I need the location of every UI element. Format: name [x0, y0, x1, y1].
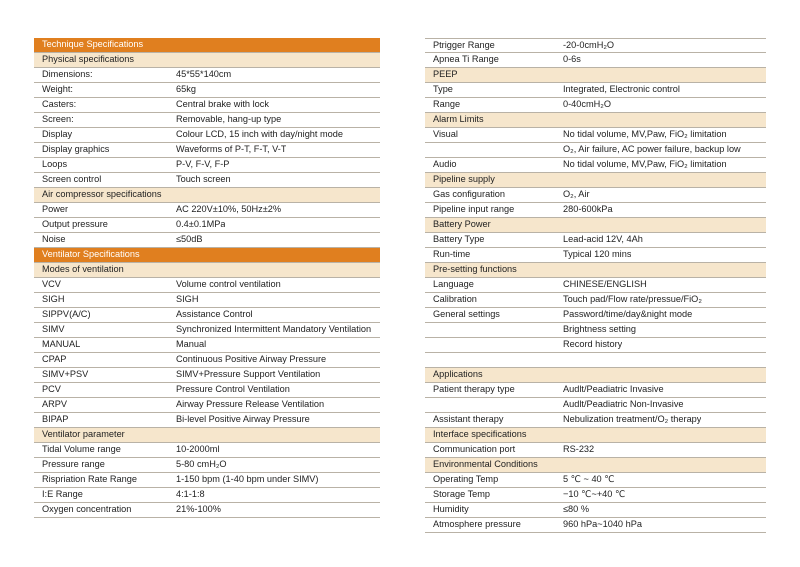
spec-label: Gas configuration [433, 190, 506, 200]
spec-value: SIGH [176, 295, 199, 305]
spec-value: 1-150 bpm (1-40 bpm under SIMV) [176, 475, 319, 485]
spec-value: Audlt/Peadiatric Invasive [563, 385, 664, 395]
spec-row-battery-type [425, 233, 766, 248]
spec-label: Screen control [42, 175, 102, 185]
spec-row-tidal-volume-range [34, 443, 380, 458]
spec-row-audio [425, 158, 766, 173]
section-title: Ventilator Specifications [42, 250, 140, 260]
spec-label: Language [433, 280, 474, 290]
spec-row-power [34, 203, 380, 218]
spec-value: 5 ℃ ~ 40 ℃ [563, 475, 615, 485]
subsection-header-physical-specifications [34, 53, 380, 68]
spec-label: Humidity [433, 505, 469, 515]
spec-value: Synchronized Intermittent Mandatory Ventilation [176, 325, 372, 335]
spec-row-gas-configuration [425, 188, 766, 203]
spec-label: Loops [42, 160, 68, 170]
spec-value: Password/time/day&night mode [563, 310, 693, 320]
section-title: Pipeline supply [433, 175, 495, 185]
spec-row-storage-temp [425, 488, 766, 503]
spec-value: Waveforms of P-T, F-T, V-T [176, 145, 287, 155]
spec-row-ptrigger-range [425, 38, 766, 53]
spec-label: Screen: [42, 115, 74, 125]
spec-row-sippv-a-c [34, 308, 380, 323]
spec-label: Ptrigger Range [433, 40, 495, 50]
spec-value: 21%-100% [176, 505, 221, 515]
spec-row-display [34, 128, 380, 143]
subsection-header-environmental-conditions [425, 458, 766, 473]
spec-value: Nebulization treatment/O₂ therapy [563, 415, 702, 425]
spec-value: Touch pad/Flow rate/pressue/FiO₂ [563, 295, 702, 305]
spec-label: SIGH [42, 295, 65, 305]
spec-row-patient-therapy-type [425, 383, 766, 398]
subsection-header-applications [425, 368, 766, 383]
section-title: Alarm Limits [433, 115, 484, 125]
spec-label: Rispriation Rate Range [42, 475, 137, 485]
spec-value: P-V, F-V, F-P [176, 160, 230, 170]
spec-label: Range [433, 100, 461, 110]
spec-label: Visual [433, 130, 458, 140]
spec-row-sigh [34, 293, 380, 308]
section-title: Technique Specifications [42, 40, 144, 50]
spec-label: Operating Temp [433, 475, 499, 485]
spec-label: General settings [433, 310, 500, 320]
spec-value: 0-40cmH₂O [563, 100, 611, 110]
subsection-header-air-compressor-specifications [34, 188, 380, 203]
spec-value: 4:1-1:8 [176, 490, 205, 500]
spec-label: SIPPV(A/C) [42, 310, 91, 320]
spec-label: Assistant therapy [433, 415, 504, 425]
spec-row-loops [34, 158, 380, 173]
spec-value: Assistance Control [176, 310, 253, 320]
section-title: Pre-setting functions [433, 265, 517, 275]
spec-row-casters [34, 98, 380, 113]
spec-label: CPAP [42, 355, 67, 365]
spec-row-blank [425, 353, 766, 368]
spec-value: SIMV+Pressure Support Ventilation [176, 370, 321, 380]
spec-value: Bi-level Positive Airway Pressure [176, 415, 310, 425]
spec-row-i-e-range [34, 488, 380, 503]
section-title: Battery Power [433, 220, 491, 230]
spec-label: Weight: [42, 85, 73, 95]
spec-label: Run-time [433, 250, 471, 260]
spec-label: MANUAL [42, 340, 81, 350]
section-title: Modes of ventilation [42, 265, 124, 275]
spec-row-dimensions [34, 68, 380, 83]
spec-value: −10 ℃~+40 ℃ [563, 490, 626, 500]
spec-label: Pressure range [42, 460, 105, 470]
spec-label: BIPAP [42, 415, 69, 425]
spec-value: 960 hPa~1040 hPa [563, 520, 642, 530]
section-title: PEEP [433, 70, 458, 80]
section-title: Physical specifications [42, 55, 134, 65]
spec-label: I:E Range [42, 490, 83, 500]
spec-value: 10-2000ml [176, 445, 220, 455]
spec-row-language [425, 278, 766, 293]
spec-value: 45*55*140cm [176, 70, 232, 80]
spec-row-blank [425, 143, 766, 158]
spec-label: Tidal Volume range [42, 445, 121, 455]
section-title: Air compressor specifications [42, 190, 162, 200]
spec-row-assistant-therapy [425, 413, 766, 428]
spec-value: Airway Pressure Release Ventilation [176, 400, 325, 410]
spec-label: Casters: [42, 100, 77, 110]
spec-label: Storage Temp [433, 490, 491, 500]
subsection-header-interface-specifications [425, 428, 766, 443]
spec-value: 5-80 cmH₂O [176, 460, 227, 470]
spec-row-blank [425, 398, 766, 413]
spec-value: O₂, Air [563, 190, 590, 200]
spec-value: Volume control ventilation [176, 280, 281, 290]
spec-row-oxygen-concentration [34, 503, 380, 518]
spec-label: Battery Type [433, 235, 485, 245]
left-spec-table [34, 38, 380, 518]
spec-row-communication-port [425, 443, 766, 458]
spec-label: Dimensions: [42, 70, 93, 80]
spec-label: Power [42, 205, 69, 215]
spec-value: CHINESE/ENGLISH [563, 280, 647, 290]
spec-row-run-time [425, 248, 766, 263]
spec-value: ≤80 % [563, 505, 589, 515]
spec-value: Continuous Positive Airway Pressure [176, 355, 327, 365]
spec-row-pcv [34, 383, 380, 398]
spec-value: Brightness setting [563, 325, 637, 335]
spec-value: Manual [176, 340, 207, 350]
spec-value: AC 220V±10%, 50Hz±2% [176, 205, 282, 215]
spec-label: PCV [42, 385, 61, 395]
spec-value: No tidal volume, MV,Paw, FiO₂ limitation [563, 130, 727, 140]
spec-value: No tidal volume, MV,Paw, FiO₂ limitation [563, 160, 727, 170]
section-header-technique-specifications [34, 38, 380, 53]
spec-row-screen [34, 113, 380, 128]
spec-label: Communication port [433, 445, 516, 455]
spec-value: Removable, hang-up type [176, 115, 282, 125]
spec-value: 0-6s [563, 55, 581, 65]
spec-value: Typical 120 mins [563, 250, 632, 260]
spec-row-blank [425, 338, 766, 353]
spec-row-visual [425, 128, 766, 143]
spec-row-calibration [425, 293, 766, 308]
spec-value: Integrated, Electronic control [563, 85, 680, 95]
spec-label: Display graphics [42, 145, 110, 155]
spec-row-weight [34, 83, 380, 98]
spec-label: Patient therapy type [433, 385, 515, 395]
spec-row-simv [34, 323, 380, 338]
spec-value: Pressure Control Ventilation [176, 385, 290, 395]
spec-label: Oxygen concentration [42, 505, 132, 515]
spec-value: Audlt/Peadiatric Non-Invasive [563, 400, 684, 410]
spec-label: SIMV [42, 325, 65, 335]
spec-row-bipap [34, 413, 380, 428]
spec-label: SIMV+PSV [42, 370, 89, 380]
subsection-header-pre-setting-functions [425, 263, 766, 278]
spec-label: Apnea Ti Range [433, 55, 499, 65]
spec-row-pipeline-input-range [425, 203, 766, 218]
spec-value: RS-232 [563, 445, 595, 455]
section-title: Applications [433, 370, 483, 380]
spec-row-apnea-ti-range [425, 53, 766, 68]
spec-label: Audio [433, 160, 457, 170]
spec-row-blank [425, 323, 766, 338]
spec-row-display-graphics [34, 143, 380, 158]
spec-row-screen-control [34, 173, 380, 188]
right-spec-table [425, 38, 766, 533]
spec-value: Touch screen [176, 175, 231, 185]
spec-row-atmosphere-pressure [425, 518, 766, 533]
subsection-header-modes-of-ventilation [34, 263, 380, 278]
spec-value: ≤50dB [176, 235, 203, 245]
spec-label: Pipeline input range [433, 205, 515, 215]
spec-value: Lead-acid 12V, 4Ah [563, 235, 643, 245]
spec-label: VCV [42, 280, 61, 290]
spec-label: Output pressure [42, 220, 108, 230]
spec-row-cpap [34, 353, 380, 368]
section-title: Environmental Conditions [433, 460, 538, 470]
spec-row-range [425, 98, 766, 113]
spec-row-vcv [34, 278, 380, 293]
subsection-header-peep [425, 68, 766, 83]
spec-row-operating-temp [425, 473, 766, 488]
spec-label: Atmosphere pressure [433, 520, 521, 530]
subsection-header-ventilator-parameter [34, 428, 380, 443]
spec-row-general-settings [425, 308, 766, 323]
spec-label: Type [433, 85, 453, 95]
spec-value: Record history [563, 340, 623, 350]
spec-row-simv-psv [34, 368, 380, 383]
spec-row-manual [34, 338, 380, 353]
spec-row-rispriation-rate-range [34, 473, 380, 488]
spec-value: -20-0cmH₂O [563, 40, 615, 50]
section-header-ventilator-specifications [34, 248, 380, 263]
subsection-header-alarm-limits [425, 113, 766, 128]
spec-label: Noise [42, 235, 66, 245]
spec-row-type [425, 83, 766, 98]
spec-row-output-pressure [34, 218, 380, 233]
spec-value: 280-600kPa [563, 205, 613, 215]
spec-label: ARPV [42, 400, 68, 410]
spec-row-humidity [425, 503, 766, 518]
subsection-header-pipeline-supply [425, 173, 766, 188]
spec-row-arpv [34, 398, 380, 413]
spec-row-noise [34, 233, 380, 248]
subsection-header-battery-power [425, 218, 766, 233]
spec-value: Colour LCD, 15 inch with day/night mode [176, 130, 343, 140]
section-title: Ventilator parameter [42, 430, 125, 440]
spec-value: O₂, Air failure, AC power failure, backup low [563, 145, 741, 155]
spec-value: Central brake with lock [176, 100, 269, 110]
spec-value: 65kg [176, 85, 196, 95]
spec-value: 0.4±0.1MPa [176, 220, 226, 230]
spec-row-pressure-range [34, 458, 380, 473]
section-title: Interface specifications [433, 430, 527, 440]
spec-label: Display [42, 130, 73, 140]
spec-label: Calibration [433, 295, 477, 305]
